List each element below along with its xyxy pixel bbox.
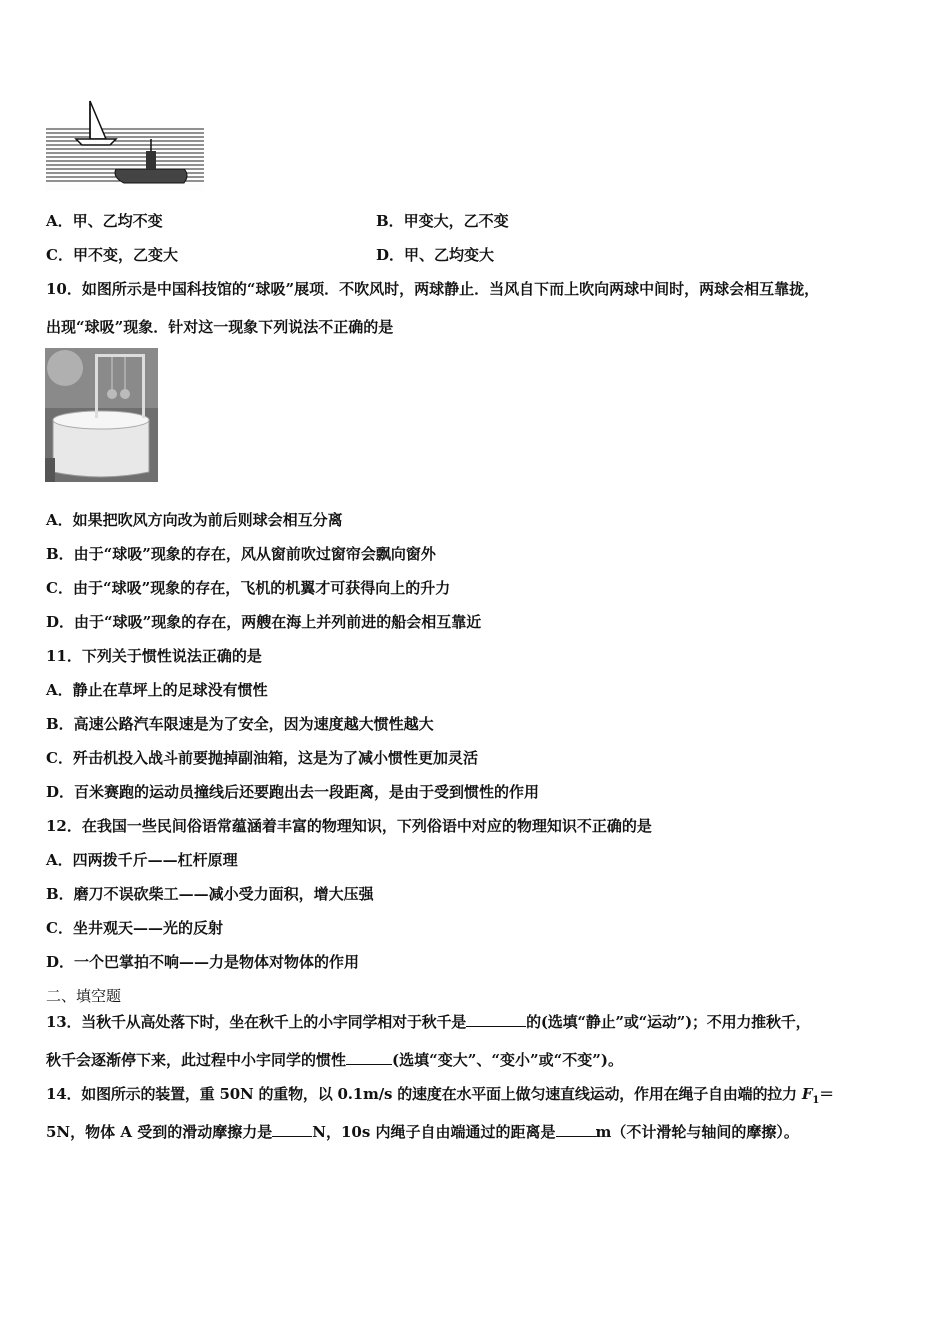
q12-option-c: C．坐井观天——光的反射 bbox=[46, 919, 223, 937]
sailboat-submarine-figure bbox=[46, 99, 204, 191]
q13-text-2a: 秋千会逐渐停下来，此过程中小宇同学的惯性 bbox=[46, 1051, 347, 1069]
q10-option-a: A．如果把吹风方向改为前后则球会相互分离 bbox=[46, 511, 343, 529]
q14-blank-2[interactable] bbox=[556, 1122, 596, 1137]
q13-text-2b: (选填“变大”、“变小”或“不变”)。 bbox=[392, 1051, 623, 1069]
q10-stem-line1: 10．如图所示是中国科技馆的“球吸”展项．不吹风时，两球静止．当风自下而上吹向两球中间时，两球会相互靠拢， bbox=[46, 280, 820, 298]
q12-option-a: A．四两拨千斤——杠杆原理 bbox=[46, 851, 238, 869]
section-title-fill-in: 二、填空题 bbox=[46, 987, 122, 1005]
q13-line2 bbox=[46, 1050, 623, 1070]
q9-option-b: B．甲变大，乙不变 bbox=[376, 212, 509, 230]
q14-blank-1[interactable] bbox=[272, 1122, 312, 1137]
q10-option-c: C．由于“球吸”现象的存在，飞机的机翼才可获得向上的升力 bbox=[46, 579, 451, 597]
q14-text-2b: N，10s 内绳子自由端通过的距离是 bbox=[312, 1123, 556, 1141]
q13-blank-1[interactable] bbox=[466, 1012, 526, 1027]
q11-option-d: D．百米赛跑的运动员撞线后还要跑出去一段距离，是由于受到惯性的作用 bbox=[46, 783, 540, 801]
q9-option-d: D．甲、乙均变大 bbox=[376, 246, 495, 264]
q13-blank-2[interactable] bbox=[346, 1050, 392, 1065]
q12-option-b: B．磨刀不误砍柴工——减小受力面积，增大压强 bbox=[46, 885, 374, 903]
q9-option-a: A．甲、乙均不变 bbox=[46, 212, 163, 230]
q11-stem: 11．下列关于惯性说法正确的是 bbox=[46, 647, 262, 665]
q11-option-c: C．歼击机投入战斗前要抛掉副油箱，这是为了减小惯性更加灵活 bbox=[46, 749, 478, 767]
q10-option-b: B．由于“球吸”现象的存在，风从窗前吹过窗帘会飘向窗外 bbox=[46, 545, 436, 563]
q14-text-2a: 5N，物体 A 受到的滑动摩擦力是 bbox=[46, 1123, 273, 1141]
q14-line1 bbox=[46, 1084, 834, 1111]
q11-option-a: A．静止在草坪上的足球没有惯性 bbox=[46, 681, 268, 699]
q12-option-d: D．一个巴掌拍不响——力是物体对物体的作用 bbox=[46, 953, 360, 971]
q13-line1 bbox=[46, 1012, 810, 1032]
q12-stem: 12．在我国一些民间俗语常蕴涵着丰富的物理知识，下列俗语中对应的物理知识不正确的是 bbox=[46, 817, 652, 835]
q14-text-2c: m（不计滑轮与轴间的摩擦）。 bbox=[595, 1123, 799, 1141]
q13-text-1a: 13．当秋千从高处落下时，坐在秋千上的小宇同学相对于秋千是 bbox=[46, 1013, 467, 1031]
q10-stem-line2: 出现“球吸”现象．针对这一现象下列说法不正确的是 bbox=[46, 318, 394, 336]
q14-force-subscript: 1 bbox=[812, 1095, 820, 1106]
q11-option-b: B．高速公路汽车限速是为了安全，因为速度越大惯性越大 bbox=[46, 715, 434, 733]
q9-option-c: C．甲不变，乙变大 bbox=[46, 246, 178, 264]
q14-line2 bbox=[46, 1122, 799, 1142]
q14-text-1b: ＝ bbox=[819, 1085, 834, 1103]
q13-text-1b: 的(选填“静止”或“运动”)；不用力推秋千， bbox=[526, 1013, 811, 1031]
ball-suction-exhibit-photo bbox=[45, 348, 158, 482]
q14-text-1a: 14．如图所示的装置，重 50N 的重物，以 0.1m/s 的速度在水平面上做匀速直线运动，作用在绳子自由端的拉力 bbox=[46, 1085, 802, 1103]
q10-option-d: D．由于“球吸”现象的存在，两艘在海上并列前进的船会相互靠近 bbox=[46, 613, 482, 631]
q14-force-symbol: F bbox=[801, 1085, 813, 1103]
